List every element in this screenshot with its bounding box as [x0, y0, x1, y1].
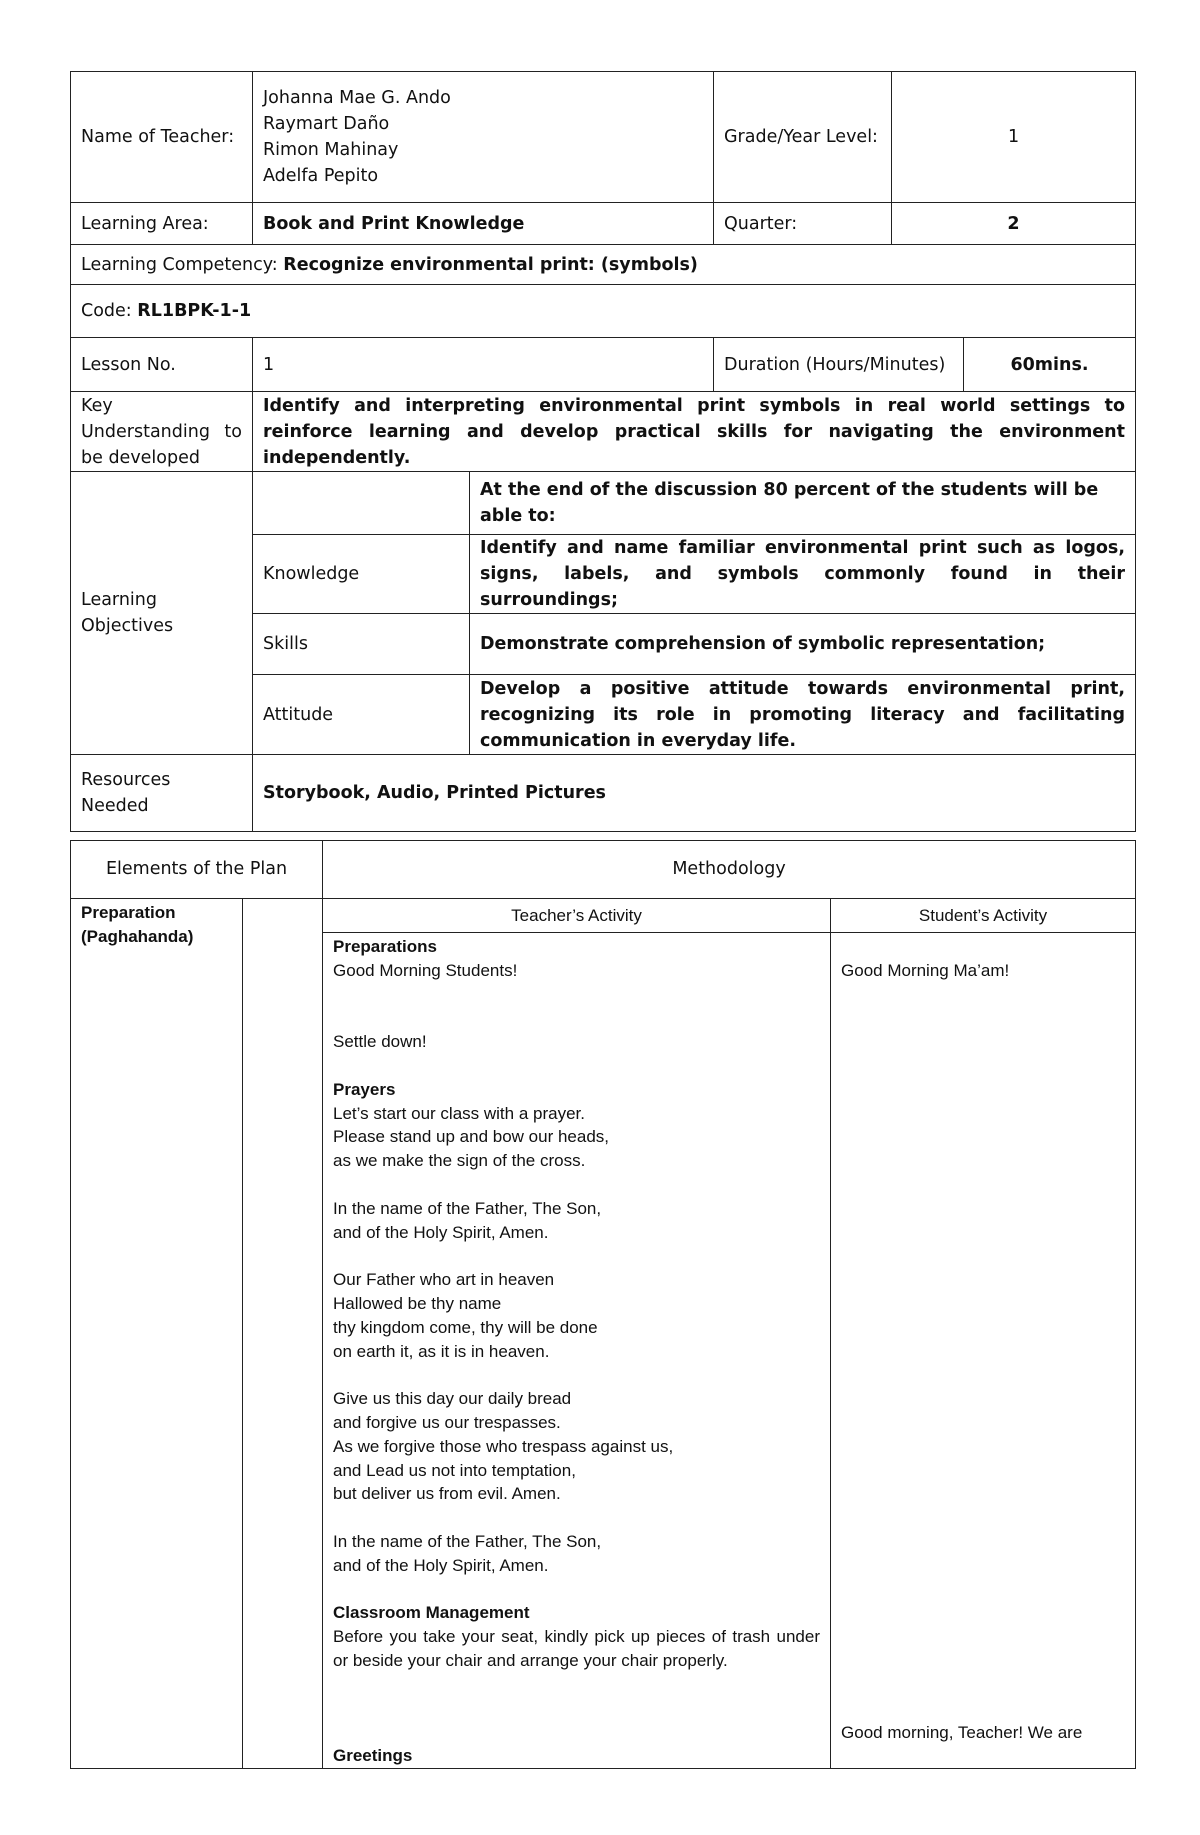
teacher-name: Rimon Mahinay — [263, 140, 399, 160]
classroom-management-title: Classroom Management — [333, 1603, 530, 1623]
prayer-line: In the name of the Father, The Son, — [333, 1531, 602, 1551]
teacher-activity-header: Teacher’s Activity — [323, 899, 831, 933]
settle-text: Settle down! — [333, 1032, 427, 1052]
preparation-label: Preparation (Paghahanda) — [71, 899, 243, 1769]
lesson-plan-table — [70, 840, 1136, 1769]
prayer-line: Give us this day our daily bread — [333, 1389, 572, 1409]
code-value: RL1BPK-1-1 — [137, 301, 252, 321]
prayer-line: and of the Holy Spirit, Amen. — [333, 1222, 549, 1242]
prayer-line: and forgive us our trespasses. — [333, 1412, 561, 1432]
prayer-line: In the name of the Father, The Son, — [333, 1198, 602, 1218]
resources-label: Resources Needed — [71, 755, 253, 832]
knowledge-value: Identify and name familiar environmental print such as logos, signs, labels, and symbols commonly found in their surroundings; — [470, 535, 1136, 614]
attitude-value: Develop a positive attitude towards environmental print, recognizing its role in promoting literacy and facilitating communication in everyday life. — [470, 675, 1136, 755]
teacher-activity-cell — [323, 933, 831, 1769]
quarter-label: Quarter: — [714, 203, 892, 245]
prayer-line: and of the Holy Spirit, Amen. — [333, 1555, 549, 1575]
prayers-title: Prayers — [333, 1079, 396, 1099]
competency-label: Learning Competency: — [81, 254, 284, 275]
area-label: Learning Area: — [71, 203, 253, 245]
code-label: Code: — [81, 301, 138, 321]
competency-value: Recognize environmental print: (symbols) — [283, 254, 698, 275]
quarter-value: 2 — [892, 203, 1136, 245]
prayer-line: Please stand up and bow our heads, — [333, 1127, 609, 1147]
teacher-names — [253, 72, 714, 203]
prayer-line: Our Father who art in heaven — [333, 1270, 555, 1290]
grade-label: Grade/Year Level: — [714, 72, 892, 203]
attitude-label: Attitude — [253, 675, 470, 755]
student-activity-header: Student’s Activity — [831, 899, 1136, 933]
objectives-blank — [253, 472, 470, 535]
teacher-name: Raymart Daño — [263, 114, 390, 134]
code-row — [71, 285, 1136, 338]
resources-value: Storybook, Audio, Printed Pictures — [253, 755, 1136, 832]
greetings-title: Greetings — [333, 1746, 413, 1766]
teacher-name: Adelfa Pepito — [263, 166, 379, 186]
student-activity-cell — [831, 933, 1136, 1769]
knowledge-label: Knowledge — [253, 535, 470, 614]
objectives-label: Learning Objectives — [71, 472, 253, 755]
area-value: Book and Print Knowledge — [253, 203, 714, 245]
prayer-line: on earth it, as it is in heaven. — [333, 1341, 550, 1361]
preparation-blank — [243, 899, 323, 1769]
elements-header: Elements of the Plan — [71, 841, 323, 899]
skills-label: Skills — [253, 614, 470, 675]
competency-row — [71, 245, 1136, 285]
objectives-intro: At the end of the discussion 80 percent of the students will be able to: — [470, 472, 1136, 535]
prayer-line: as we make the sign of the cross. — [333, 1151, 586, 1171]
prayer-line: and Lead us not into temptation, — [333, 1460, 576, 1480]
grade-value: 1 — [892, 72, 1136, 203]
preparations-title: Preparations — [333, 937, 437, 956]
duration-value: 60mins. — [964, 338, 1136, 392]
student-greeting: Good morning, Teacher! We are — [841, 1722, 1083, 1742]
key-label: Key Understanding to be developed — [71, 392, 253, 472]
prayer-line: Hallowed be thy name — [333, 1293, 502, 1313]
key-value: Identify and interpreting environmental print symbols in real world settings to reinforce learning and develop practical skills for navigating the environment independently. — [253, 392, 1136, 472]
skills-value: Demonstrate comprehension of symbolic representation; — [470, 614, 1136, 675]
good-morning-text: Good Morning Students! — [333, 960, 518, 980]
student-good-morning: Good Morning Ma’am! — [841, 960, 1010, 980]
duration-label: Duration (Hours/Minutes) — [714, 338, 964, 392]
classroom-management-text: Before you take your seat, kindly pick up pieces of trash under or beside your chair and arrange your chair properly. — [333, 1627, 821, 1670]
prayer-line: As we forgive those who trespass against us, — [333, 1436, 674, 1456]
lesson-value: 1 — [253, 338, 714, 392]
prayer-line: but deliver us from evil. Amen. — [333, 1484, 561, 1504]
lesson-header-table — [70, 71, 1136, 832]
teacher-name: Johanna Mae G. Ando — [263, 88, 451, 108]
name-label: Name of Teacher: — [71, 72, 253, 203]
prayer-line: thy kingdom come, thy will be done — [333, 1317, 598, 1337]
prayer-line: Let’s start our class with a prayer. — [333, 1103, 585, 1123]
lesson-label: Lesson No. — [71, 338, 253, 392]
methodology-header: Methodology — [323, 841, 1136, 899]
